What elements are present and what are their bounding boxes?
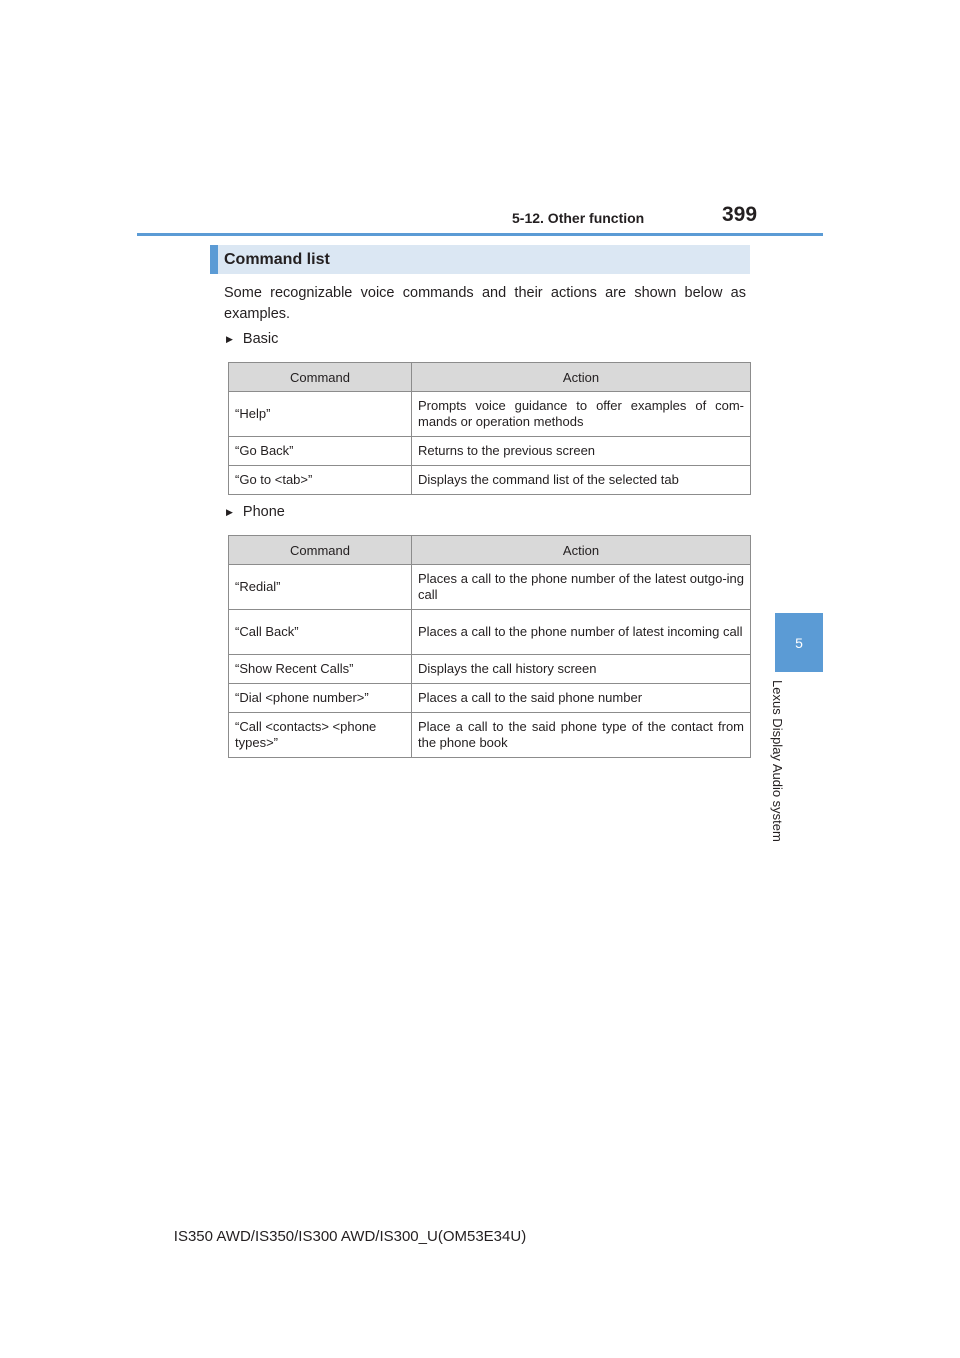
command-cell: “Call Back” [229, 610, 412, 655]
command-cell: “Call <contacts> <phone types>” [229, 713, 412, 758]
action-cell: Places a call to the phone number of the latest outgo-ing call [412, 565, 751, 610]
triangle-bullet-icon: ▶ [226, 506, 233, 517]
chapter-label: Lexus Display Audio system [770, 680, 785, 842]
running-header-section: 5-12. Other function [512, 210, 645, 226]
footer-model-code: IS350 AWD/IS350/IS300 AWD/IS300_U(OM53E34U) [173, 1228, 527, 1245]
table-row [229, 655, 751, 684]
action-cell: Displays the command list of the selected tab [412, 466, 751, 495]
action-cell: Places a call to the said phone number [412, 684, 751, 713]
table-row [229, 610, 751, 655]
header-divider [137, 233, 823, 236]
table-header-row [229, 536, 751, 565]
section-title: Command list [224, 250, 330, 268]
command-cell: “Dial <phone number>” [229, 684, 412, 713]
subheading-basic-label: Basic [242, 331, 279, 347]
command-cell: “Help” [229, 392, 412, 437]
action-cell: Displays the call history screen [412, 655, 751, 684]
command-cell: “Redial” [229, 565, 412, 610]
table-row [229, 392, 751, 437]
command-cell: “Go to <tab>” [229, 466, 412, 495]
command-cell: “Show Recent Calls” [229, 655, 412, 684]
column-header-command: Command [229, 536, 412, 565]
action-cell: Prompts voice guidance to offer examples of com-mands or operation methods [412, 392, 751, 437]
chapter-tab[interactable] [775, 613, 823, 672]
intro-paragraph: Some recognizable voice commands and their actions are shown below as examples. [224, 285, 746, 322]
basic-command-table [228, 362, 751, 495]
chapter-label-wrap [770, 680, 790, 860]
table-row [229, 466, 751, 495]
action-cell: Returns to the previous screen [412, 437, 751, 466]
table-row [229, 684, 751, 713]
action-cell: Places a call to the phone number of latest incoming call [412, 610, 751, 655]
triangle-bullet-icon: ▶ [226, 333, 233, 344]
column-header-action: Action [412, 536, 751, 565]
column-header-command: Command [229, 363, 412, 392]
subheading-phone-label: Phone [242, 504, 285, 520]
column-header-action: Action [412, 363, 751, 392]
page-number: 399 [722, 203, 758, 226]
chapter-tab-number: 5 [795, 634, 803, 651]
table-header-row [229, 363, 751, 392]
section-title-band [210, 245, 750, 274]
table-row [229, 713, 751, 758]
phone-command-table [228, 535, 751, 758]
subheading-phone [226, 504, 285, 520]
subheading-basic [226, 331, 278, 347]
action-cell: Place a call to the said phone type of the contact from the phone book [412, 713, 751, 758]
table-row [229, 565, 751, 610]
table-row [229, 437, 751, 466]
command-cell: “Go Back” [229, 437, 412, 466]
